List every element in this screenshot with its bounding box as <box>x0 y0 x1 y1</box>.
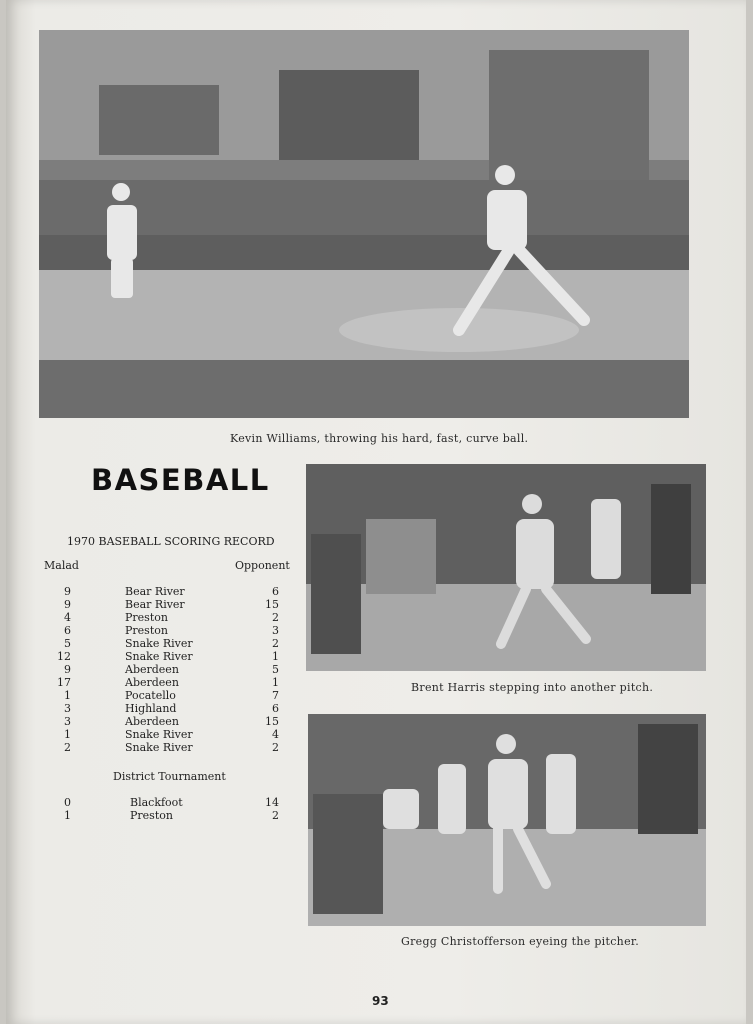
malad-score: 3 <box>64 702 71 715</box>
opponent-name: Pocatello <box>125 689 176 702</box>
opponent-name: Blackfoot <box>130 796 183 809</box>
game-row <box>46 741 296 754</box>
opponent-name: Aberdeen <box>125 715 179 728</box>
opponent-score: 2 <box>272 809 279 822</box>
batter-eyeing-caption: Gregg Christofferson eyeing the pitcher. <box>401 935 640 948</box>
opponent-score: 1 <box>272 676 279 689</box>
yearbook-page <box>6 0 746 1024</box>
malad-score: 1 <box>64 809 71 822</box>
opponent-name: Snake River <box>125 650 193 663</box>
batter-caption: Brent Harris stepping into another pitch. <box>411 681 654 694</box>
photo-batter <box>306 464 706 671</box>
game-row <box>46 715 296 728</box>
game-row <box>46 585 296 598</box>
opponent-name: Preston <box>125 611 168 624</box>
photo-batter-eyeing <box>308 714 706 926</box>
record-title: 1970 BASEBALL SCORING RECORD <box>67 535 275 548</box>
malad-score: 6 <box>64 624 71 637</box>
opponent-score: 7 <box>272 689 279 702</box>
opponent-score: 2 <box>272 741 279 754</box>
opponent-column-header: Opponent <box>235 559 290 572</box>
opponent-name: Bear River <box>125 585 185 598</box>
opponent-name: Preston <box>125 624 168 637</box>
game-row <box>46 728 296 741</box>
game-row <box>46 676 296 689</box>
game-row <box>46 796 296 809</box>
pitcher-caption: Kevin Williams, throwing his hard, fast, curve ball. <box>230 432 529 445</box>
opponent-name: Snake River <box>125 637 193 650</box>
malad-score: 0 <box>64 796 71 809</box>
opponent-score: 4 <box>272 728 279 741</box>
opponent-name: Snake River <box>125 741 193 754</box>
opponent-score: 15 <box>265 598 279 611</box>
malad-score: 2 <box>64 741 71 754</box>
opponent-name: Highland <box>125 702 177 715</box>
tournament-title: District Tournament <box>113 770 226 783</box>
game-row <box>46 650 296 663</box>
opponent-score: 6 <box>272 702 279 715</box>
opponent-name: Snake River <box>125 728 193 741</box>
malad-score: 1 <box>64 689 71 702</box>
page-number: 93 <box>372 994 389 1008</box>
opponent-score: 5 <box>272 663 279 676</box>
opponent-name: Preston <box>130 809 173 822</box>
section-heading: BASEBALL <box>91 463 270 497</box>
malad-score: 17 <box>57 676 71 689</box>
game-row <box>46 598 296 611</box>
malad-score: 9 <box>64 663 71 676</box>
game-row <box>46 702 296 715</box>
game-row <box>46 689 296 702</box>
game-row <box>46 624 296 637</box>
opponent-name: Aberdeen <box>125 676 179 689</box>
opponent-name: Bear River <box>125 598 185 611</box>
malad-score: 9 <box>64 585 71 598</box>
opponent-score: 3 <box>272 624 279 637</box>
malad-column-header: Malad <box>44 559 79 572</box>
malad-score: 3 <box>64 715 71 728</box>
malad-score: 1 <box>64 728 71 741</box>
game-row <box>46 611 296 624</box>
photo-pitcher <box>39 30 689 418</box>
malad-score: 5 <box>64 637 71 650</box>
game-row <box>46 809 296 822</box>
game-row <box>46 637 296 650</box>
game-row <box>46 663 296 676</box>
malad-score: 9 <box>64 598 71 611</box>
opponent-score: 14 <box>265 796 279 809</box>
opponent-score: 15 <box>265 715 279 728</box>
tournament-list <box>46 796 296 822</box>
opponent-score: 2 <box>272 637 279 650</box>
opponent-score: 2 <box>272 611 279 624</box>
malad-score: 4 <box>64 611 71 624</box>
malad-score: 12 <box>57 650 71 663</box>
game-list <box>46 585 296 754</box>
opponent-score: 6 <box>272 585 279 598</box>
opponent-score: 1 <box>272 650 279 663</box>
opponent-name: Aberdeen <box>125 663 179 676</box>
